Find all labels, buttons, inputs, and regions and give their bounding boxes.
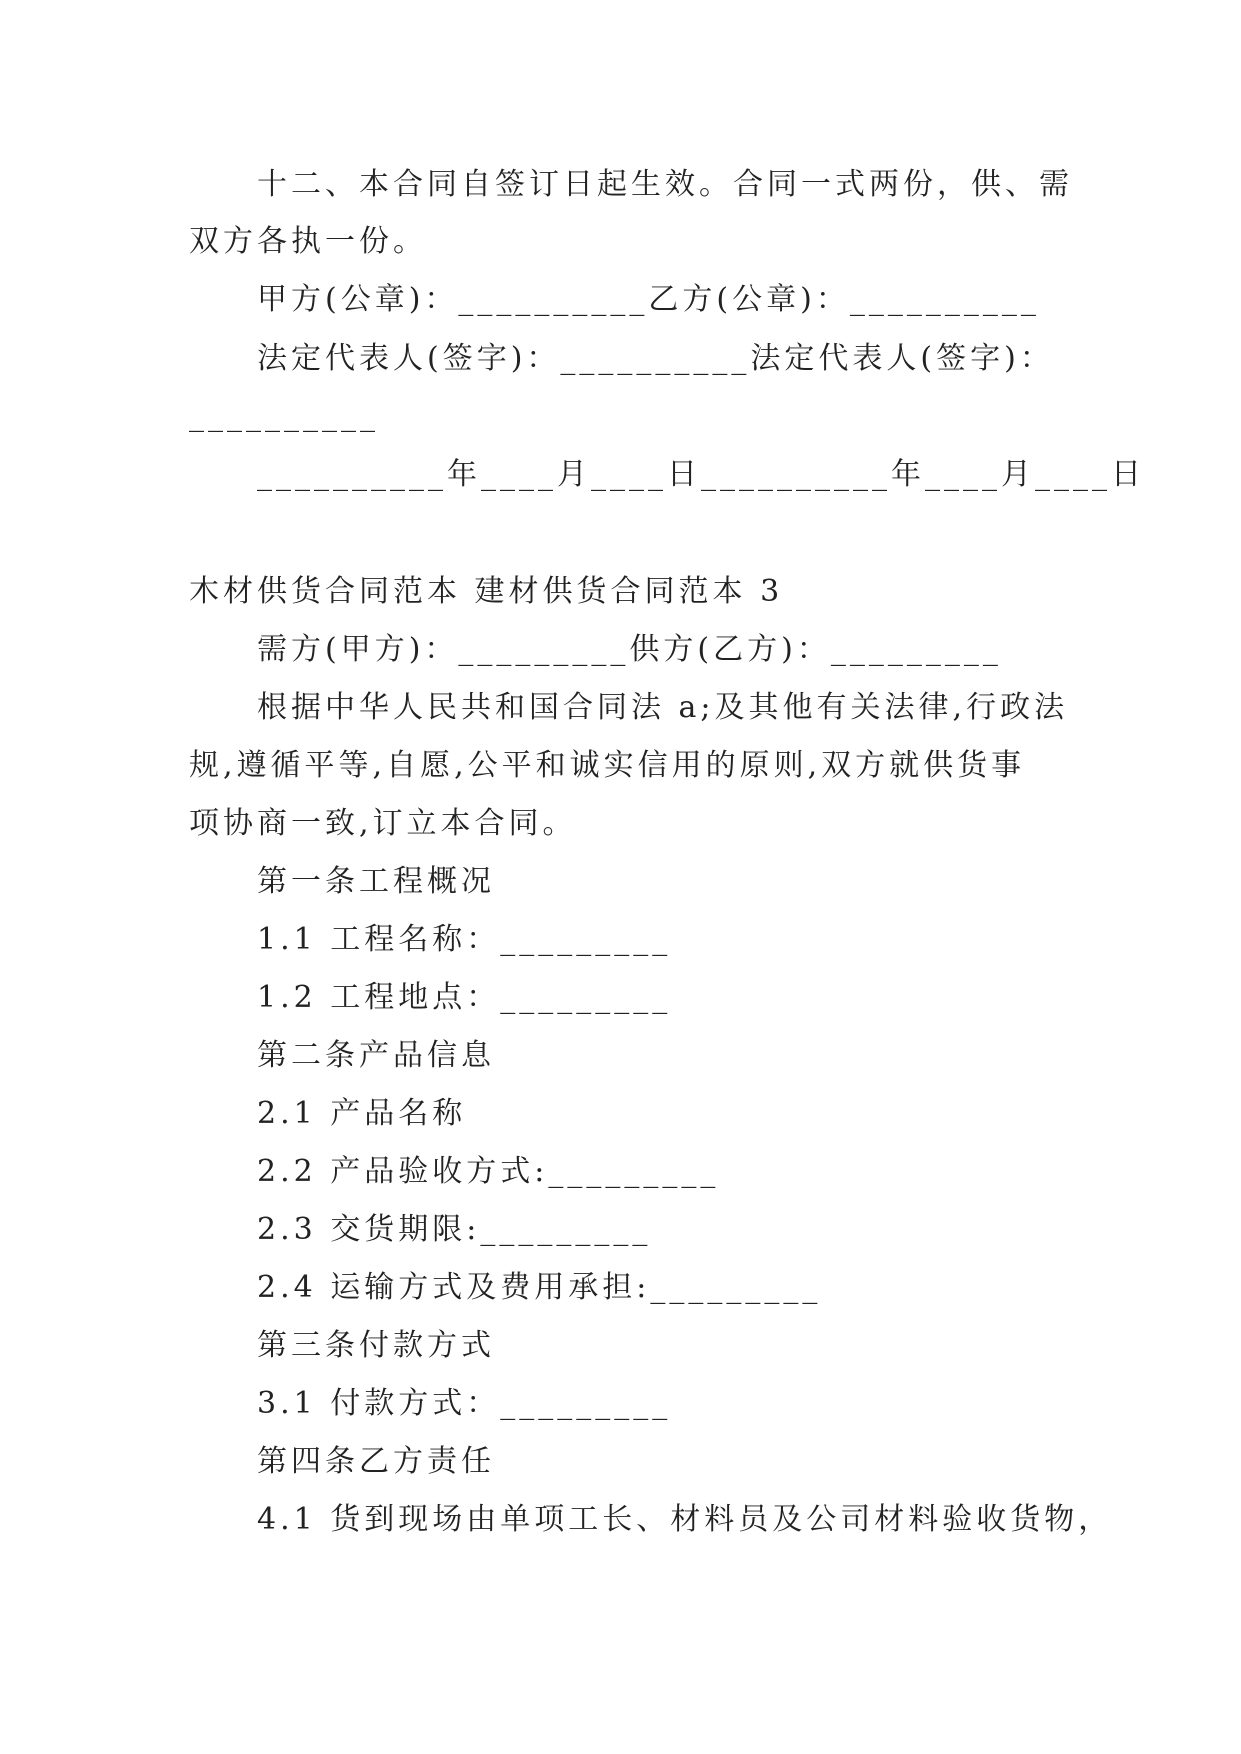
section-title: 木材供货合同范本 建材供货合同范本 3 xyxy=(189,574,784,609)
item-3-1: 3.1 付款方式：_________ xyxy=(257,1386,672,1421)
preamble-line-1: 根据中华人民共和国合同法 a;及其他有关法律,行政法 xyxy=(257,690,1069,725)
legal-rep-signature-line: 法定代表人(签字)：__________法定代表人(签字)： xyxy=(257,341,1054,376)
item-2-2: 2.2 产品验收方式:_________ xyxy=(257,1154,720,1189)
article-1-heading: 第一条工程概况 xyxy=(257,864,495,899)
party-seal-line: 甲方(公章)：__________乙方(公章)：__________ xyxy=(257,282,1040,317)
clause-12-line-2: 双方各执一份。 xyxy=(189,224,427,259)
preamble-line-2: 规,遵循平等,自愿,公平和诚实信用的原则,双方就供货事 xyxy=(189,748,1026,783)
item-2-1: 2.1 产品名称 xyxy=(257,1096,467,1131)
preamble-line-3: 项协商一致,订立本合同。 xyxy=(189,806,577,841)
item-1-1: 1.1 工程名称：_________ xyxy=(257,922,672,957)
signature-blank: __________ xyxy=(189,398,379,433)
article-4-heading: 第四条乙方责任 xyxy=(257,1444,495,1479)
article-3-heading: 第三条付款方式 xyxy=(257,1328,495,1363)
clause-12-line-1: 十二、本合同自签订日起生效。合同一式两份，供、需 xyxy=(257,167,1073,202)
article-2-heading: 第二条产品信息 xyxy=(257,1038,495,1073)
item-1-2: 1.2 工程地点：_________ xyxy=(257,980,672,1015)
item-4-1: 4.1 货到现场由单项工长、材料员及公司材料验收货物， xyxy=(257,1502,1113,1537)
date-line: __________年____月____日__________年____月____日 xyxy=(257,457,1145,492)
parties-line: 需方(甲方)：_________供方(乙方)：_________ xyxy=(257,632,1002,667)
item-2-4: 2.4 运输方式及费用承担:_________ xyxy=(257,1270,822,1305)
item-2-3: 2.3 交货期限:_________ xyxy=(257,1212,652,1247)
